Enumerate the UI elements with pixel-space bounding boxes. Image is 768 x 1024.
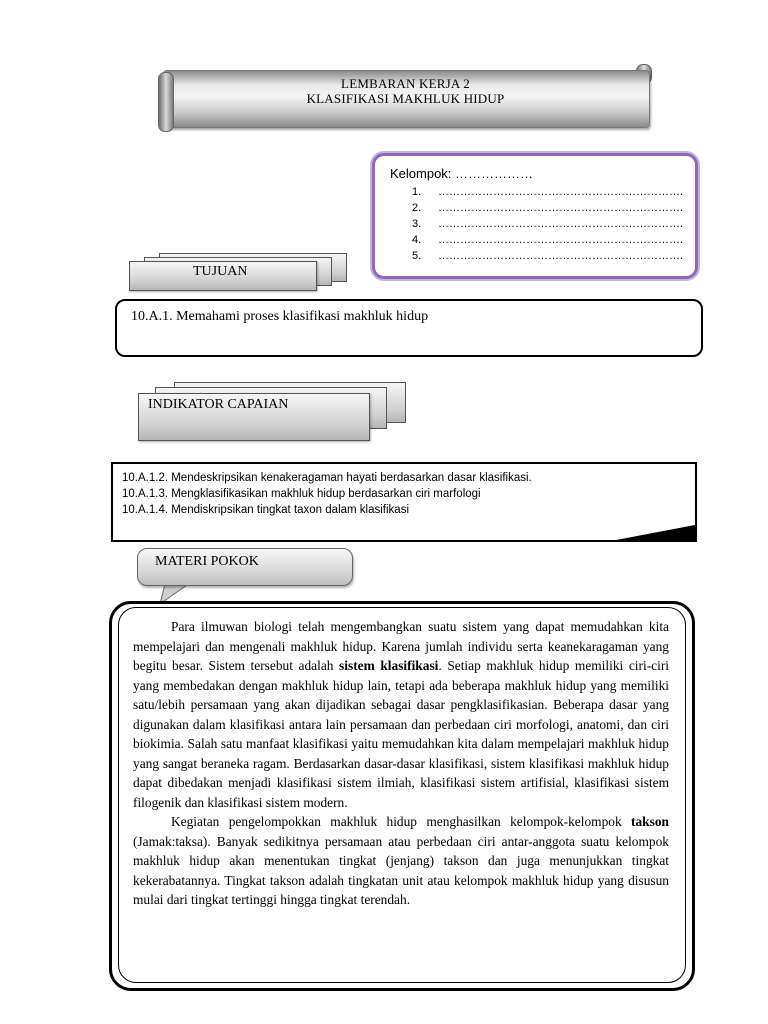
bold-term: sistem klasifikasi: [339, 658, 439, 673]
tujuan-label: TUJUAN: [193, 264, 248, 279]
group-member-line[interactable]: [412, 248, 683, 264]
group-title: Kelompok: ………………: [390, 166, 534, 181]
text-run: (Jamak:taksa). Banyak sedikitnya persamaan atau perbedaan ciri antar-anggota suatu kelompok makhluk hidup akan menentukan tingkat (jenjang) takson dan juga menunjukkan tingkat kekerabatannya. Tingkat takson adalah tingkatan unit atau kelompok makhluk hidup yang disusun mulai dari tingkat tertinggi hingga tingkat terendah.: [133, 833, 669, 907]
tujuan-box: [115, 299, 703, 357]
worksheet-title-line1: LEMBARAN KERJA 2: [341, 76, 470, 91]
list-number: 4.: [412, 234, 422, 246]
indikator-item: 10.A.1.2. Mendeskripsikan kenakeragaman hayati berdasarkan dasar klasifikasi.: [122, 472, 532, 484]
list-number: 3.: [412, 218, 422, 230]
indikator-item: 10.A.1.3. Mengklasifikasikan makhluk hidup berdasarkan ciri marfologi: [122, 488, 481, 500]
group-member-list: [412, 184, 683, 264]
list-number: 5.: [412, 250, 422, 262]
indikator-list: [122, 470, 532, 518]
text-run: . Setiap makhluk hidup memiliki ciri-ciri yang membedakan dengan makhluk hidup lain, tetapi ada beberapa makhluk hidup yang memiliki satu/lebih persamaan yang akan dijadikan sebagai dasar pengklasifikasian. Beberapa dasar yang digunakan dalam klasifikasi antara lain persamaan dan perbedaan ciri morfologi, anatomi, dan ciri biokimia. Salah satu manfaat klasifikasi yaitu memudahkan kita dalam mempelajari makhluk hidup yang sangat beraneka ragam. Berdasarkan dasar-dasar klasifikasi, sistem klasifikasi makhluk hidup dapat dibedakan menjadi klasifikasi sistem ilmiah, klasifikasi sistem artifisial, klasifikasi sistem filogenik dan klasifikasi sistem modern.: [133, 658, 669, 810]
materi-paragraph-1: [133, 617, 669, 812]
text-run: Kegiatan pengelompokkan makhluk hidup menghasilkan kelompok-kelompok: [171, 814, 632, 829]
fill-in-line: ………………………………………………………….: [438, 250, 684, 262]
tujuan-text: 10.A.1. Memahami proses klasifikasi makhluk hidup: [131, 309, 429, 324]
materi-paragraph-2: [133, 812, 669, 910]
group-member-line[interactable]: [412, 216, 683, 232]
text-run: Para ilmuwan biologi telah mengembangkan suatu sistem yang dapat memudahkan kita mempelajari dan mengenali makhluk hidup. Karena jumlah individu serta keanekaragaman yang begitu besar. Sistem tersebut adalah: [133, 619, 669, 673]
fill-in-line: ………………………………………………………….: [438, 186, 684, 198]
fill-in-line: ………………………………………………………….: [438, 202, 684, 214]
indikator-label: INDIKATOR CAPAIAN: [148, 397, 289, 412]
worksheet-title: [163, 76, 648, 106]
indikator-item: 10.A.1.4. Mendiskripsikan tingkat taxon dalam klasifikasi: [122, 504, 410, 516]
fill-in-line: ………………………………………………………….: [438, 234, 684, 246]
list-number: 1.: [412, 186, 422, 198]
group-member-line[interactable]: [412, 184, 683, 200]
indikator-box-fold: [616, 524, 696, 544]
materi-label: MATERI POKOK: [155, 554, 259, 569]
bold-term: takson: [631, 814, 669, 829]
materi-text: [133, 617, 669, 910]
list-number: 2.: [412, 202, 422, 214]
group-member-line[interactable]: [412, 200, 683, 216]
fill-in-line: ………………………………………………………….: [438, 218, 684, 230]
group-member-line[interactable]: [412, 232, 683, 248]
worksheet-title-line2: KLASIFIKASI MAKHLUK HIDUP: [306, 91, 505, 106]
